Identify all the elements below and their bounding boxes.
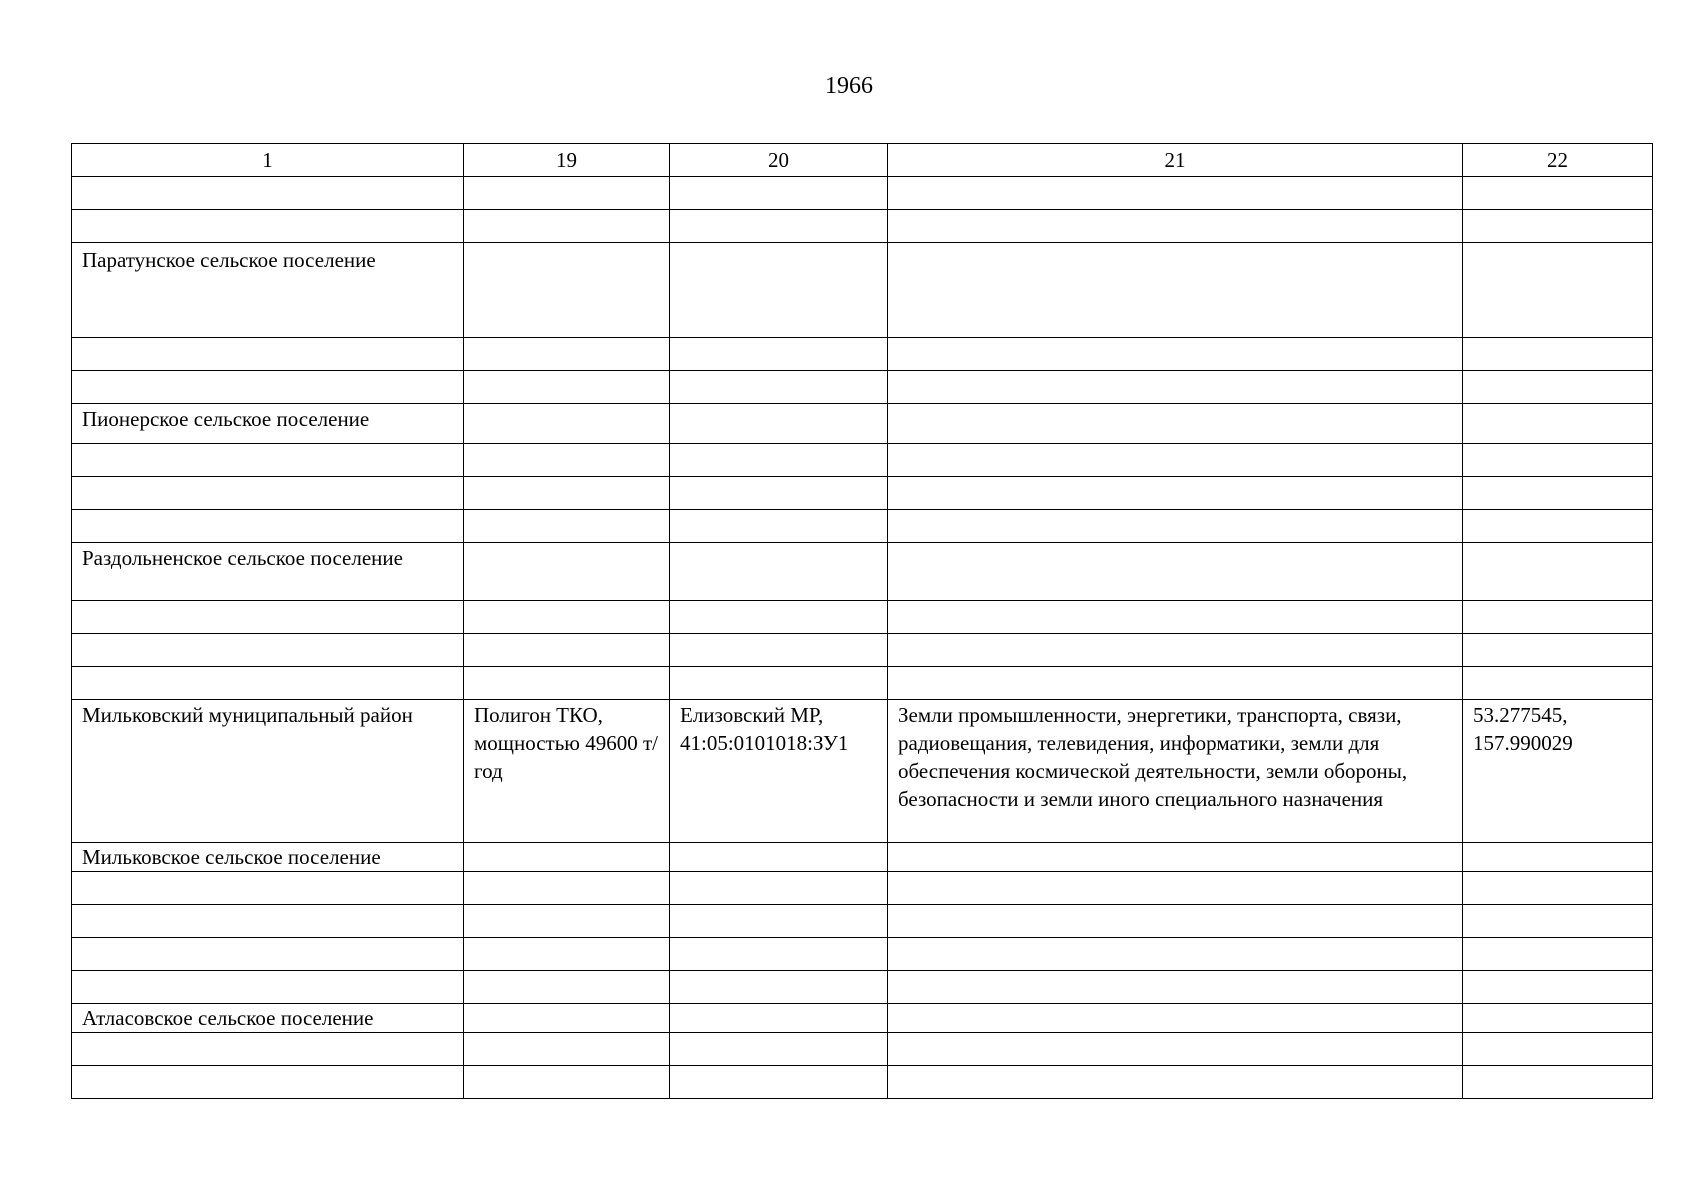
table-row — [72, 177, 1653, 210]
table-cell — [670, 1066, 888, 1099]
table-cell — [670, 938, 888, 971]
table-cell — [888, 905, 1463, 938]
table-cell — [670, 404, 888, 444]
table-cell — [670, 177, 888, 210]
table-row — [72, 872, 1653, 905]
table-cell — [888, 177, 1463, 210]
table-cell — [72, 371, 464, 404]
table-cell — [888, 938, 1463, 971]
table-cell — [888, 1004, 1463, 1033]
column-header: 20 — [670, 144, 888, 177]
settlement-name: Мильковское сельское поселение — [72, 843, 464, 872]
table-cell — [888, 634, 1463, 667]
table-cell — [464, 634, 670, 667]
table-cell — [464, 843, 670, 872]
table-row — [72, 243, 1653, 338]
table-cell — [72, 634, 464, 667]
table-cell — [888, 872, 1463, 905]
table-cell — [888, 1066, 1463, 1099]
settlement-name: Раздольненское сельское поселение — [72, 543, 464, 601]
table-row — [72, 477, 1653, 510]
settlement-name: Паратунское сельское поселение — [72, 243, 464, 338]
table-row — [72, 510, 1653, 543]
table-row — [72, 1033, 1653, 1066]
table-cell — [72, 477, 464, 510]
table-row — [72, 371, 1653, 404]
table-row — [72, 543, 1653, 601]
table-row — [72, 444, 1653, 477]
table-row — [72, 338, 1653, 371]
table-cell — [1463, 177, 1653, 210]
table-cell — [464, 338, 670, 371]
table-cell — [670, 543, 888, 601]
settlement-name: Пионерское сельское поселение — [72, 404, 464, 444]
table-row — [72, 971, 1653, 1004]
table-cell — [72, 510, 464, 543]
table-cell — [670, 444, 888, 477]
table-cell — [1463, 1004, 1653, 1033]
table-cell — [1463, 667, 1653, 700]
table-cell — [72, 338, 464, 371]
land-category: Земли промышленности, энергетики, транспорта, связи, радиовещания, телевидения, информатики, земли для обеспечения космической деятельности, земли обороны, безопасности и земли иного специального назначения — [888, 700, 1463, 843]
table-cell — [464, 667, 670, 700]
table-cell — [670, 210, 888, 243]
table-cell — [464, 1033, 670, 1066]
table-cell — [464, 905, 670, 938]
table-cell — [1463, 938, 1653, 971]
table-cell — [670, 510, 888, 543]
table-cell — [1463, 1066, 1653, 1099]
table-cell — [888, 971, 1463, 1004]
table-cell — [464, 510, 670, 543]
table-cell — [888, 601, 1463, 634]
table-cell — [670, 634, 888, 667]
table-cell — [72, 905, 464, 938]
table-cell — [670, 905, 888, 938]
table-cell — [888, 371, 1463, 404]
table-cell — [464, 177, 670, 210]
page-number: 1966 — [825, 73, 873, 99]
table-cell — [1463, 1033, 1653, 1066]
table-cell — [72, 1066, 464, 1099]
cadastral-location: Елизовский МР, 41:05:0101018:ЗУ1 — [670, 700, 888, 843]
table-cell — [1463, 444, 1653, 477]
table-row — [72, 938, 1653, 971]
table-row — [72, 843, 1653, 872]
column-header: 21 — [888, 144, 1463, 177]
table-cell — [888, 1033, 1463, 1066]
table-cell — [670, 371, 888, 404]
table-cell — [1463, 510, 1653, 543]
table-cell — [464, 243, 670, 338]
table-cell — [670, 843, 888, 872]
table-cell — [72, 444, 464, 477]
table-cell — [1463, 634, 1653, 667]
table-cell — [670, 667, 888, 700]
table-cell — [72, 938, 464, 971]
table-cell — [888, 210, 1463, 243]
table-cell — [1463, 905, 1653, 938]
table-cell — [888, 510, 1463, 543]
table-cell — [72, 872, 464, 905]
settlement-name: Атласовское сельское поселение — [72, 1004, 464, 1033]
data-table — [71, 143, 1653, 1099]
table-cell — [72, 1033, 464, 1066]
table-cell — [1463, 543, 1653, 601]
table-cell — [1463, 210, 1653, 243]
table-cell — [888, 338, 1463, 371]
table-cell — [72, 177, 464, 210]
table-row — [72, 1066, 1653, 1099]
table-cell — [464, 971, 670, 1004]
table-cell — [72, 667, 464, 700]
table-cell — [1463, 601, 1653, 634]
table-row — [72, 700, 1653, 843]
table-cell — [670, 1033, 888, 1066]
table-row — [72, 1004, 1653, 1033]
table-cell — [1463, 371, 1653, 404]
table-cell — [670, 971, 888, 1004]
table-header-row — [72, 144, 1653, 177]
table-cell — [464, 872, 670, 905]
table-row — [72, 601, 1653, 634]
table-cell — [670, 601, 888, 634]
table-cell — [1463, 243, 1653, 338]
table-cell — [670, 243, 888, 338]
table-cell — [464, 404, 670, 444]
table-cell — [72, 971, 464, 1004]
table-cell — [670, 477, 888, 510]
table-cell — [888, 477, 1463, 510]
table-cell — [1463, 404, 1653, 444]
table-row — [72, 634, 1653, 667]
table-cell — [1463, 477, 1653, 510]
table-cell — [464, 601, 670, 634]
table-cell — [670, 1004, 888, 1033]
table-cell — [464, 477, 670, 510]
table-cell — [464, 1066, 670, 1099]
facility-description: Полигон ТКО, мощностью 49600 т/год — [464, 700, 670, 843]
table-cell — [888, 667, 1463, 700]
table-cell — [888, 444, 1463, 477]
table-cell — [464, 938, 670, 971]
table-row — [72, 404, 1653, 444]
table-cell — [888, 404, 1463, 444]
table-cell — [464, 371, 670, 404]
table-cell — [888, 843, 1463, 872]
column-header: 22 — [1463, 144, 1653, 177]
table-cell — [670, 872, 888, 905]
table-cell — [888, 543, 1463, 601]
column-header: 1 — [72, 144, 464, 177]
table-cell — [1463, 872, 1653, 905]
table-row — [72, 905, 1653, 938]
table-cell — [888, 243, 1463, 338]
column-header: 19 — [464, 144, 670, 177]
table-cell — [464, 543, 670, 601]
table-cell — [1463, 338, 1653, 371]
table-cell — [72, 601, 464, 634]
table-cell — [464, 444, 670, 477]
table-cell — [464, 1004, 670, 1033]
coordinates: 53.277545, 157.990029 — [1463, 700, 1653, 843]
table-row — [72, 667, 1653, 700]
table-row — [72, 210, 1653, 243]
table-cell — [1463, 971, 1653, 1004]
table-cell — [1463, 843, 1653, 872]
table-cell — [72, 210, 464, 243]
table-cell — [670, 338, 888, 371]
district-name: Мильковский муниципальный район — [72, 700, 464, 843]
table-cell — [464, 210, 670, 243]
